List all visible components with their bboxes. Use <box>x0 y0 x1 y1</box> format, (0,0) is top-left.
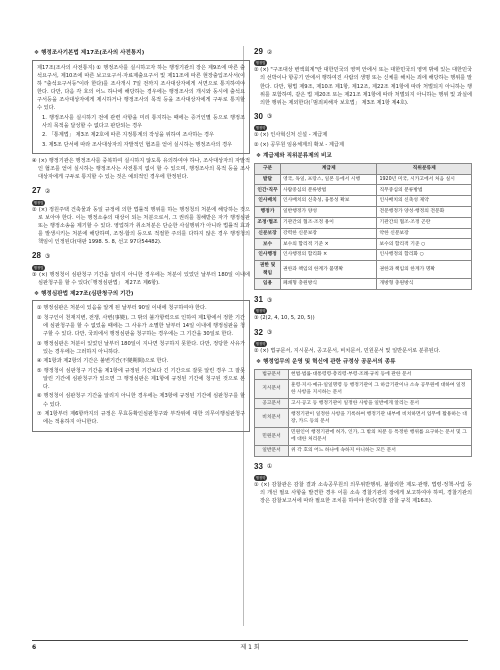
row-label: 행정가 <box>255 207 281 218</box>
row-label: 인간·직무 <box>255 185 281 196</box>
row-label: 일반문서 <box>255 445 289 456</box>
row-label: 지시문서 <box>255 380 289 398</box>
law-text: 제17조(조사의 사전통지) ① 행정조사를 실시하고자 하는 행정기관의 장은 제9조에 따른 출석요구서, 제10조에 따른 보고요구서·자료제출요구서 및 제11조에 따른 현장출입조사서(이하 "출석요구서등"이라 한다)를 조사개시 7일 전까지 조사대상자에게 서면으로 통지하여야 한다. 다만, 다음 각 호의 어느 하나에 해당하는 경우에는 행정조사의 개시와 동시에 출석요구서등을 조사대상자에게 제시하거나 행정조사의 목적 등을 조사대상자에게 구두로 통지할 수 있다. <box>37 64 245 111</box>
row-label: 보수 <box>255 239 281 250</box>
question-29: 29 ② <box>254 47 273 56</box>
explanation-sec1: ④ (×) 행정기관은 행정조사를 중복하여 실시하지 않도록 유의하여야 하나, 조사대상자의 자발적인 협조를 얻어 실시하는 행정조사는 사전통지 없이 할 수 있으며, 행정조사의 목적 등을 조사대상자에게 구두로 통지할 수 있는 것은 예외적인 경우에 한정된다. <box>32 158 250 181</box>
table-row <box>255 261 472 279</box>
table-cell: 인사행정의 합리화 × <box>281 250 377 261</box>
law-item: 1. 행정조사를 실시하기 전에 관련 사항을 미리 통지하는 때에는 증거인멸 등으로 행정조사의 목적을 달성할 수 없다고 판단되는 경우 <box>42 114 245 129</box>
table-row <box>255 445 472 456</box>
page-footer <box>32 640 468 654</box>
law-item: 2. 「통계법」 제3조 제2호에 따른 지정통계의 작성을 위하여 조사하는 경우 <box>42 132 215 139</box>
star-icon: ❖ <box>256 358 262 365</box>
document-types-table <box>254 369 472 457</box>
table-cell: 민원인이 행정기관에 허가, 인가, 그 밖의 처분 등 특정한 행위를 요구하는 문서 및 그에 대한 처리문서 <box>289 427 472 445</box>
subject-tag: 행정학 <box>255 341 266 346</box>
table-cell: 전문행정가 양성·행정의 전문화 <box>377 207 472 218</box>
table-header: 직위분류제 <box>377 163 472 174</box>
row-label: 공고문서 <box>255 398 289 409</box>
law-box-27: ① 행정심판은 처분이 있음을 알게 된 날부터 90일 이내에 청구하여야 한다. ② 청구인이 천재지변, 전쟁, 사변(事變), 그 밖의 불가항력으로 인하여 제1항에서 정한 기간에 심판청구를 할 수 없었을 때에는 그 사유가 소멸한 날부터 14일 이내에 행정심판을 청구할 수 있다. 다만, 국외에서 행정심판을 청구하는 경우에는 그 기간을 30일로 한다. ③ 행정심판은 처분이 있었던 날부터 180일이 지나면 청구하지 못한다. 다만, 정당한 사유가 있는 경우에는 그러하지 아니하다. ④ 제1항과 제2항의 기간은 불변기간(不變期間)으로 한다. ⑤ 행정청이 심판청구 기간을 제1항에 규정된 기간보다 긴 기간으로 잘못 알린 경우 그 잘못 알린 기간에 심판청구가 있으면 그 행정심판은 제1항에 규정된 기간에 청구된 것으로 본다. ⑥ 행정청이 심판청구 기간을 알리지 아니한 경우에는 제3항에 규정된 기간에 심판청구를 할 수 있다. ⑦ 제1항부터 제6항까지의 규정은 무효등확인심판청구와 부작위에 대한 의무이행심판청구에는 적용하지 아니한다. <box>32 300 250 431</box>
star-icon: ❖ <box>34 50 40 56</box>
star-icon: ❖ <box>34 290 40 297</box>
table-cell: 보수의 합리적 기준 ○ <box>377 239 472 250</box>
question-31: 31 ③ <box>254 295 273 305</box>
table-row <box>255 279 472 290</box>
row-label: 민원문서 <box>255 427 289 445</box>
explanation-32: ② (×) 법규문서, 지시문서, 공고문서, 비치문서, 민원문서 및 일반문서로 분류된다. <box>254 347 441 354</box>
subject-tag: 행정학 <box>255 476 266 481</box>
question-30: 30 ③ <box>254 111 273 121</box>
table-cell: 권한과 책임의 한계가 불명확 <box>281 261 377 279</box>
table-cell: 위 각 호의 어느 하나에 속하지 아니하는 모든 문서 <box>289 445 472 456</box>
table-row <box>255 207 472 218</box>
subject-tag: 행정법 <box>33 200 44 205</box>
question-33: 33 ① <box>254 461 273 471</box>
table-row <box>255 174 472 185</box>
table-header: 구분 <box>255 163 281 174</box>
table-cell: 1920년 미국, 시카고에서 처음 실시 <box>377 174 472 185</box>
row-label: 임용 <box>255 279 281 290</box>
table-cell: 훈령·지시·예규·일일명령 등 행정기관이 그 하급기관이나 소속 공무원에 대하여 일정한 사항을 지시하는 문서 <box>289 380 472 398</box>
row-label: 권한 및 책임 <box>255 261 281 279</box>
table-row <box>255 380 472 398</box>
explanation-29: ② (×) "구조대상 변액회계"란 대한민국의 영역 안에서 또는 대한민국의 영역 밖에 있는 대한민국의 선박이나 항공기 안에서 행하여진 사람의 생명 또는 신체를 해치는 죄에 해당하는 행위를 말한다. 다만, 형법 제9조, 제10조 제1항, 제12조, 제22조 제1항에 따라 처벌되지 아니하는 행위를 포함하며, 같은 법 제20조 또는 제21조 제1항에 따라 처벌되지 아니하는 행위 및 과실에 의한 행위는 제외한다(「범죄피해자 보호법」 제3조 제1항 제4호). <box>254 67 473 106</box>
explanation-27: ② (×) 정원주택 건축물과 동일 규정에 의한 법률적 행위를 하는 행정청의 처분에 해당하는 것으로 보아야 한다. 이는 행정소송의 대상이 되는 처분으로서, 그 권리를 침해받은 자가 행정심판 또는 행정소송을 제기할 수 있다. 영업허가 취소처분은 단순한 사실행위가 아니라 법률적 효과를 발생시키는 처분에 해당하며, 조정·합의 등으로 적절한 주의를 다하지 않은 경우 행정청의 책임이 인정된다(대판 1998. 5. 8, 선고 97다54482). <box>32 206 250 246</box>
table-cell: 일반행정가 양성 <box>281 207 377 218</box>
row-label: 법규문서 <box>255 369 289 380</box>
explanation-33: ① (×) 감찰관은 감찰 결과 소속공무원의 의무위반행위, 불합리한 제도·관행, 법령·정책·사업 등의 개선 필요 사항을 발견한 경우 이를 소속 경찰기관의 장에게 보고하여야 하며, 경찰기관의 장은 감찰보고서에 따라 필요한 조치를 하여야 한다(경찰 감찰 규칙 제16조). <box>254 482 472 505</box>
table-cell: 기관간의 협조·조정 용이 <box>281 217 377 228</box>
table-row <box>255 369 472 380</box>
table-row <box>255 196 472 207</box>
table-row <box>255 250 472 261</box>
table-cell: 직무중심의 분류방법 <box>377 185 472 196</box>
table-cell: 헌법·법률·대통령령·총리령·부령·조례·규칙 등에 관한 문서 <box>289 369 472 380</box>
left-column <box>32 46 250 435</box>
explanation-28: ③ (×) 행정청이 심판청구 기간을 알리지 아니한 경우에는 처분이 있었던 날부터 180일 이내에 심판청구를 할 수 있다(「행정심판법」 제27조 제6항). <box>32 271 250 286</box>
table-row <box>255 185 472 196</box>
table-cell: 행정기관이 일정한 사항을 기록하여 행정기관 내부에 비치하면서 업무에 활용하는 대장, 카드 등의 문서 <box>289 409 472 427</box>
question-28: 28 ③ <box>32 251 51 261</box>
subject-tag: 행정학 <box>255 126 266 131</box>
star-icon: ❖ <box>256 153 262 160</box>
table-cell: 강력한 신분보장 <box>281 228 377 239</box>
footer-title: 제 1 회 <box>240 644 260 651</box>
row-label: 조정·협조 <box>255 217 281 228</box>
explanation-30: ① (×) 인사혁신처 신설 - 계급제 ② (×) 공무원 임용체계의 확보 - 계급제 <box>254 132 344 149</box>
row-label: 비치문서 <box>255 409 289 427</box>
question-27: 27 ② <box>32 186 51 196</box>
section-head-appeal: ❖ 행정심판법 제27조(심판청구의 기간) <box>34 290 134 297</box>
section-head-survey: ❖ 행정조사기본법 제17조(조사의 사전통지) <box>34 50 145 56</box>
table-cell: 고시·공고 등 행정기관이 일정한 사항을 일반에게 알리는 문서 <box>289 398 472 409</box>
section-head-documents: ❖ 행정업무의 운영 및 혁신에 관한 규정상 공문서의 종류 <box>256 358 396 365</box>
subject-tag: 행정법 <box>255 61 266 66</box>
table-cell: 사람중심의 분류방법 <box>281 185 377 196</box>
row-label: 신분보장 <box>255 228 281 239</box>
table-header: 계급제 <box>281 163 377 174</box>
subject-tag: 행정학 <box>255 309 266 314</box>
table-cell: 기관간의 협조·조정 곤란 <box>377 217 472 228</box>
comparison-table <box>254 163 472 290</box>
section-head-compare: ❖ 계급제와 직위분류제의 비교 <box>256 153 332 160</box>
row-label: 발달 <box>255 174 281 185</box>
table-cell: 개방형 충원방식 <box>377 279 472 290</box>
table-row <box>255 427 472 445</box>
row-label: 인사배치 <box>255 196 281 207</box>
table-cell: 약한 신분보장 <box>377 228 472 239</box>
page-number: 6 <box>32 644 37 651</box>
question-32: 32 ③ <box>254 327 273 337</box>
law-box-17 <box>32 60 250 155</box>
right-column <box>254 46 472 507</box>
table-cell: 인사배치의 신축성 제약 <box>377 196 472 207</box>
table-cell: 인사배치의 신축성, 융통성 확보 <box>281 196 377 207</box>
table-cell: 권한과 책임의 한계가 명확 <box>377 261 472 279</box>
table-cell: 인사행정의 합리화 ○ <box>377 250 472 261</box>
row-label: 인사행정 <box>255 250 281 261</box>
table-cell: 영국, 독일, 프랑스, 일본 등에서 시행 <box>281 174 377 185</box>
table-row <box>255 398 472 409</box>
table-cell: 보수의 합리적 기준 × <box>281 239 377 250</box>
table-row <box>255 409 472 427</box>
table-row <box>255 228 472 239</box>
explanation-31: ③ (2(2, 4, 10, 5, 20, 5)) <box>254 315 315 322</box>
law-item: 3. 제5조 단서에 따라 조사대상자의 자발적인 협조를 얻어 실시하는 행정조사의 경우 <box>42 141 233 148</box>
subject-tag: 행정법 <box>33 265 44 270</box>
table-row <box>255 239 472 250</box>
table-row <box>255 217 472 228</box>
table-cell: 폐쇄형 충원방식 <box>281 279 377 290</box>
